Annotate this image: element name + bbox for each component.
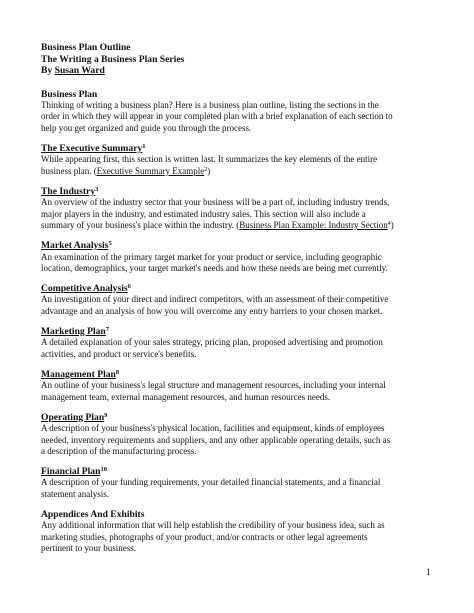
footnote-marker: 2	[204, 166, 208, 173]
section-title	[41, 186, 437, 198]
author-link[interactable]: Susan Ward	[54, 65, 105, 76]
section-title: Appendices And Exhibits	[41, 508, 145, 520]
section-body: An outline of your business's legal structure and management resources, including your internal management team, external management resources, and human resources needs.	[41, 380, 386, 402]
section-body: An overview of the industry sector that your business will be a part of, including industry trends, major players in the industry, and estimated industry sales. This section will also include a summary of your business's place within the industry. (Business Plan Example: Industry Section$^4$)	[41, 197, 394, 231]
footnote-marker: 1	[142, 142, 146, 150]
marketing-plan-link[interactable]: Marketing Plan	[41, 325, 106, 337]
section-financial-plan	[41, 466, 437, 500]
section-title	[41, 240, 437, 252]
footnote-marker: 3	[95, 185, 99, 193]
header-byline	[41, 65, 437, 77]
section-title: Business Plan	[41, 88, 98, 100]
section-appendices	[41, 509, 437, 555]
section-body: A description of your business's physical location, facilities and equipment, kinds of employees needed, inventory requirements and suppliers, and any other applicable operating details, such as a description of the manufacturing process.	[41, 423, 391, 456]
footnote-marker: 5	[108, 240, 112, 248]
industry-link[interactable]: The Industry	[41, 185, 96, 197]
management-plan-link[interactable]: Management Plan	[41, 368, 116, 380]
section-body: While appearing first, this section is written last. It summarizes the key elements of the entire business plan. (Executive Summary Example$^2$)	[41, 154, 378, 176]
section-title	[41, 326, 437, 338]
footnote-marker: 9	[104, 411, 108, 419]
operating-plan-link[interactable]: Operating Plan	[41, 411, 105, 423]
page-number: 1	[426, 568, 431, 578]
executive-summary-link[interactable]: The Executive Summary	[41, 142, 143, 154]
section-market-analysis	[41, 240, 437, 274]
section-body: A description of your funding requirements, your detailed financial statements, and a financial statement analysis.	[41, 477, 381, 499]
document-content	[41, 42, 437, 555]
section-business-plan	[41, 89, 437, 135]
section-body: An examination of the primary target market for your product or service, including geographic location, demographics, your target market's needs and how these needs are being met currently.	[41, 251, 388, 273]
section-title	[41, 143, 437, 155]
header-series: The Writing a Business Plan Series	[41, 53, 185, 65]
executive-summary-example-link[interactable]: Executive Summary Example	[96, 165, 205, 176]
footnote-marker: 4	[387, 221, 391, 228]
section-management-plan	[41, 369, 437, 403]
footnote-marker: 7	[105, 325, 110, 333]
section-executive-summary	[41, 143, 437, 177]
section-operating-plan	[41, 412, 437, 458]
section-marketing-plan	[41, 326, 437, 360]
competitive-analysis-link[interactable]: Competitive Analysis	[41, 282, 128, 294]
section-title	[41, 466, 437, 478]
footnote-marker: 6	[127, 282, 131, 290]
footnote-marker: 8	[115, 368, 120, 376]
section-body: Thinking of writing a business plan? Here is a business plan outline, listing the sections in the order in which they will appear in your completed plan with a brief explanation of each section to help you get organized and guide you through the process.	[41, 100, 393, 133]
section-title	[41, 369, 437, 381]
section-title	[41, 412, 437, 424]
section-title	[41, 283, 437, 295]
section-body: Any additional information that will help establish the credibility of your business idea, such as marketing studies, photographs of your product, and/or contracts or other legal agreements pertinent to your business.	[41, 520, 385, 554]
footnote-marker: 10	[100, 465, 107, 473]
financial-plan-link[interactable]: Financial Plan	[41, 465, 101, 477]
section-body: An investigation of your direct and indirect competitors, with an assessment of their competitive advantage and an analysis of how you will overcome any entry barriers to your chosen market.	[41, 294, 389, 316]
byline-prefix: By	[41, 65, 55, 76]
document-header	[41, 42, 437, 77]
market-analysis-link[interactable]: Market Analysis	[41, 240, 109, 252]
section-body: A detailed explanation of your sales strategy, pricing plan, proposed advertising and promotion activities, and product or service's benefits.	[41, 337, 383, 359]
industry-section-example-link[interactable]: Business Plan Example: Industry Section	[239, 220, 388, 231]
header-title: Business Plan Outline	[41, 42, 131, 53]
section-competitive-analysis	[41, 283, 437, 317]
section-industry	[41, 186, 437, 232]
